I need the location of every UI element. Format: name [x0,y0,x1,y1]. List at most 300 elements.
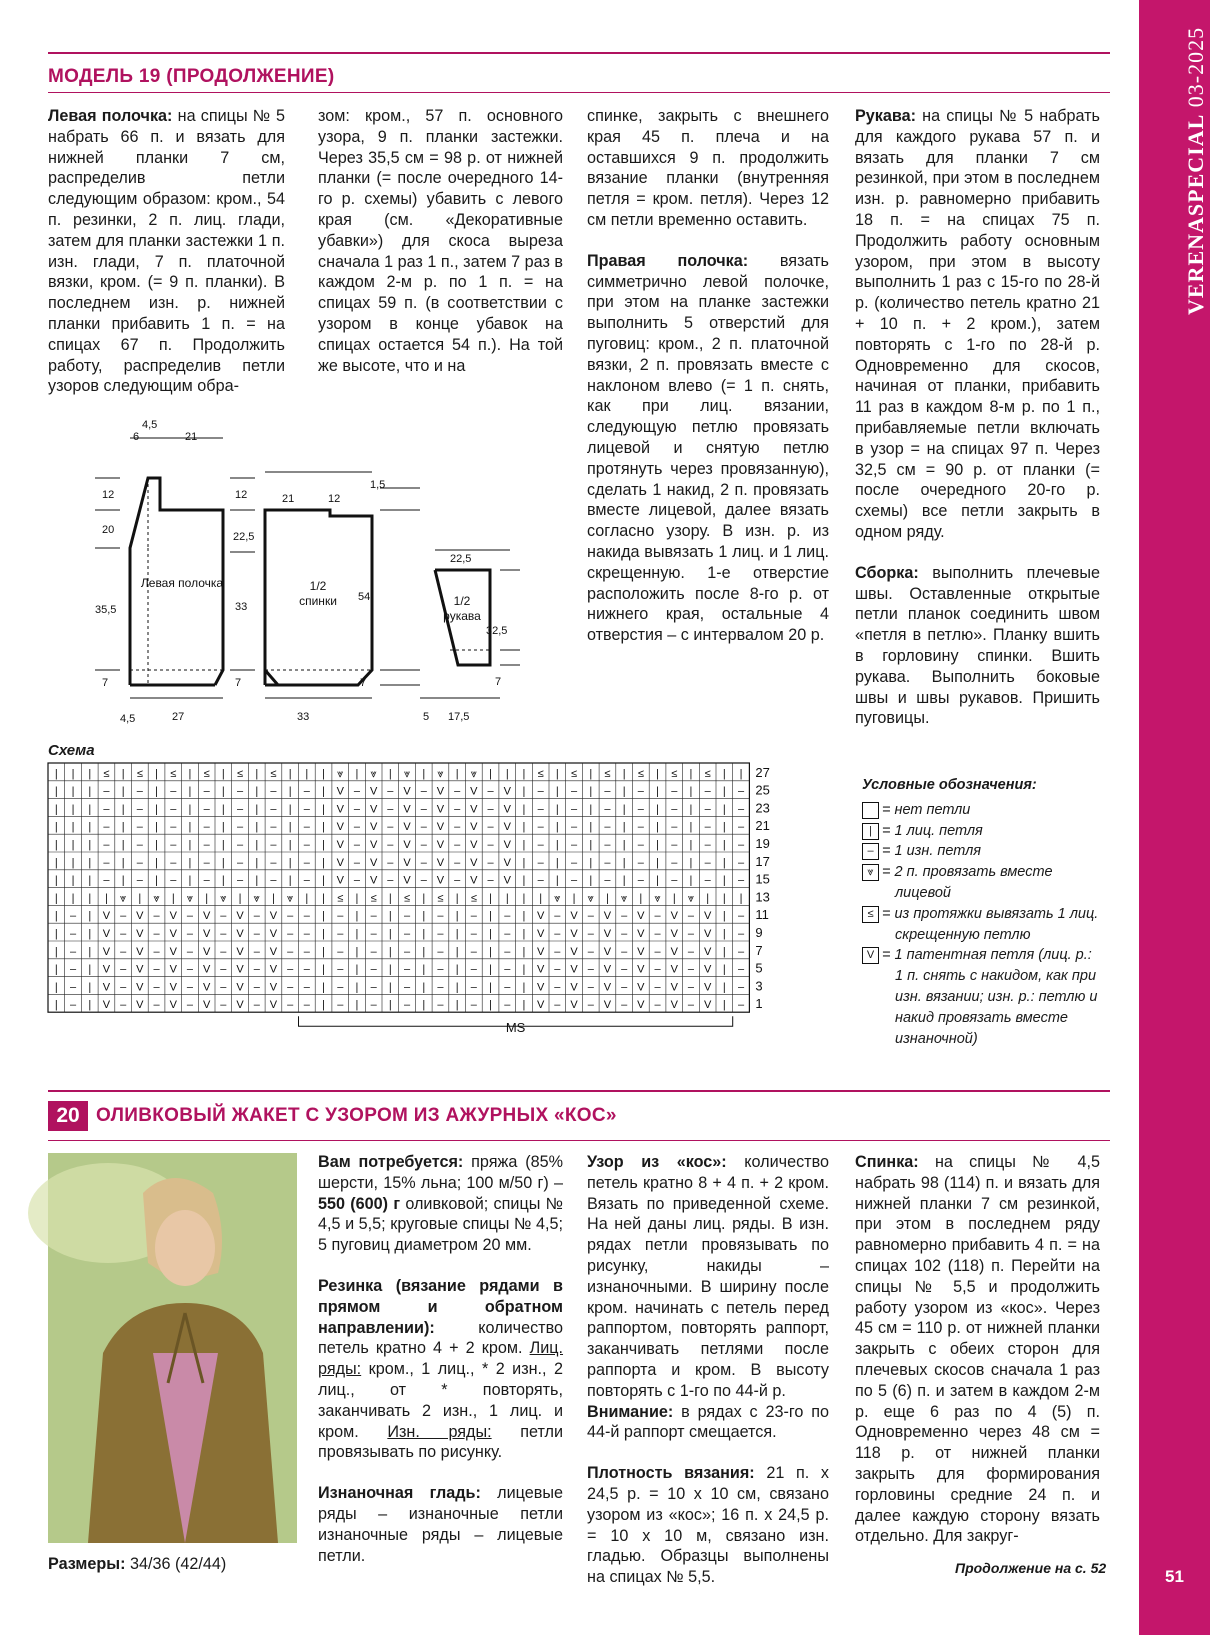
chart-symbol: | [689,803,693,816]
dim-label: 17,5 [448,711,470,723]
chart-symbol: | [555,874,559,887]
chart-symbol: ≤ [404,892,411,905]
chart-symbol: | [522,928,526,940]
legend-heading: Условные обозначения: [862,777,1037,793]
chart-symbol: – [420,785,427,798]
chart-symbol: – [470,963,477,976]
dim-label: 12 [328,493,341,505]
header-rule-bottom [48,92,1110,93]
chart-symbol: – [353,874,361,887]
chart-symbol: | [88,928,92,940]
chart-symbol: V [637,981,645,994]
chart-symbol: – [170,874,177,887]
chart-symbol: ⩔ [554,892,561,905]
chart-symbol: | [522,874,526,887]
chart-symbol: | [322,963,325,976]
chart-symbol: | [489,767,492,780]
chart-symbol: – [170,839,177,851]
chart-symbol: – [153,928,160,940]
chart-symbol: – [287,963,294,976]
chart-symbol: | [422,981,426,994]
chart-symbol: – [604,839,611,851]
chart-symbol: V [570,945,578,958]
sizes: Размеры: 34/36 (42/44) [48,1555,227,1573]
chart-symbol: V [269,910,278,923]
chart-symbol: V [169,945,177,958]
chart-symbol: V [503,803,511,816]
chart-symbol: – [236,821,244,834]
chart-symbol: – [737,928,745,940]
chart-symbol: – [687,963,695,976]
chart-symbol: | [155,785,158,798]
chart-symbol: | [355,892,359,905]
chart-symbol: – [370,945,377,958]
chart-symbol: | [288,803,292,816]
chart-symbol: | [722,839,726,851]
chart-symbol: | [188,839,192,851]
chart-symbol: – [587,945,594,958]
chart-symbol: | [522,981,526,994]
knit-stitch-icon: | [862,823,879,840]
chart-symbol: – [303,910,310,923]
chart-symbol: V [269,928,278,940]
chart-symbol: | [689,821,693,834]
chart-symbol: | [489,945,492,958]
chart-symbol: ⩔ [403,767,411,780]
chart-symbol: – [253,928,260,940]
chart-symbol: | [71,874,75,887]
chart-symbol: V [703,910,712,923]
chart-symbol: | [355,945,359,958]
chart-symbol: – [203,803,210,816]
dim-label: 7 [235,677,242,689]
chart-symbol: – [737,803,745,816]
chart-symbol: – [654,981,661,994]
chart-symbol: | [88,981,92,994]
chart-symbol: – [487,856,494,869]
dim-label: 7 [102,677,109,689]
chart-symbol: | [322,856,325,869]
chart-symbol: | [505,767,509,780]
chart-symbol: | [188,856,192,869]
chart-symbol: – [120,963,127,976]
chart-symbol: – [353,856,361,869]
chart-symbol: – [236,803,244,816]
chart-symbol: – [270,874,277,887]
row-number: 25 [755,782,770,798]
chart-symbol: – [203,839,210,851]
chart-symbol: – [687,981,695,994]
chart-symbol: – [403,928,411,940]
chart-symbol: V [236,928,244,940]
chart-symbol: – [537,839,544,851]
chart-symbol: | [255,803,259,816]
chart-symbol: V [102,910,111,923]
chart-symbol: – [454,856,461,869]
chart-symbol: ⩔ [687,892,695,905]
chart-symbol: V [336,821,344,834]
chart-symbol: V [637,945,645,958]
chart-symbol: | [622,874,626,887]
chart-symbol: | [722,767,726,780]
dim-label: 7 [360,677,367,689]
chart-symbol: ≤ [637,767,644,780]
repeat-label: MS [505,1020,526,1036]
chart-symbol: – [220,963,227,976]
chart-symbol: | [272,892,275,905]
chart-symbol: V [236,945,244,958]
chart-symbol: – [303,928,310,940]
chart-symbol: – [270,803,277,816]
chart-symbol: – [337,981,344,994]
chart-symbol: | [672,892,676,905]
chart-symbol: – [704,803,711,816]
chart-symbol: | [355,999,359,1012]
chart-symbol: – [253,999,260,1012]
chart-symbol: V [536,981,545,994]
chart-symbol: – [403,910,411,923]
chart-symbol: – [337,910,344,923]
chart-symbol: | [422,999,426,1012]
chart-symbol: – [153,999,160,1012]
chart-symbol: – [303,945,310,958]
chart-symbol: | [288,785,292,798]
chart-symbol: V [269,963,278,976]
chart-symbol: | [288,856,292,869]
chart-symbol: – [270,785,277,798]
chart-symbol: | [255,839,259,851]
chart-symbol: | [739,892,743,905]
chart-symbol: – [604,785,611,798]
chart-symbol: – [737,963,745,976]
chart-symbol: | [555,839,559,851]
chart-symbol: – [737,945,745,958]
chart-symbol: – [504,963,511,976]
chart-symbol: | [54,856,58,869]
chart-symbol: V [336,785,344,798]
chart-symbol: | [71,821,75,834]
dim-label: 5 [423,711,430,723]
chart-symbol: | [288,839,292,851]
chart-symbol: | [54,945,58,958]
chart-symbol: | [589,785,593,798]
chart-symbol: | [71,892,75,905]
chart-symbol: | [489,892,492,905]
chart-symbol: – [270,856,277,869]
chart-symbol: | [589,839,593,851]
brand-logo: VERENASPECIAL 03-2025 [1183,26,1208,315]
chart-symbol: – [570,839,578,851]
chart-symbol: | [322,767,325,780]
legend-item: | = 1 лиц. петля [862,821,1098,842]
row-number: 15 [755,871,770,887]
chart-symbol: | [722,874,726,887]
chart-symbol: | [355,963,359,976]
chart-symbol: – [470,945,477,958]
chart-symbol: | [689,839,693,851]
section2-rule-bottom [48,1140,1110,1141]
chart-symbol: | [121,803,125,816]
chart-symbol: | [88,963,92,976]
chart-symbol: | [656,767,659,780]
chart-symbol: – [470,910,477,923]
column-2: зом: кром., 57 п. основного узора, 9 п. планки застежки. Через 35,5 см = 98 р. от нижней планки (= после очередного 14-го р. схемы) убавить с левого края (см. «Декоративные убавки») для скоса выреза сначала 1 раз 1 п., затем 7 раз в каждом 2-м р. по 1 п. = на спицах 59 п. (в соответствии с узором в конце убавок на спицах остается 54 п.). На той же высоте, что и на [318,107,563,375]
chart-symbol: | [739,767,743,780]
chart-symbol: V [169,910,177,923]
chart-symbol: – [687,928,695,940]
chart-symbol: – [587,999,594,1012]
chart-symbol: | [388,928,392,940]
chart-symbol: | [88,821,92,834]
chart-symbol: V [470,785,478,798]
chart-symbol: – [220,981,227,994]
chart-symbol: ≤ [237,767,244,780]
chart-symbol: – [337,963,344,976]
chart-symbol: – [136,856,143,869]
chart-symbol: | [455,963,459,976]
chart-symbol: – [403,963,411,976]
chart-symbol: | [221,839,225,851]
chart-symbol: – [303,963,310,976]
chart-symbol: | [121,767,125,780]
chart-symbol: – [153,910,160,923]
chart-symbol: | [656,874,659,887]
chart-symbol: – [103,856,110,869]
chart-symbol: – [420,856,427,869]
chart-symbol: | [155,803,158,816]
chart-symbol: | [54,981,58,994]
chart-symbol: | [322,892,325,905]
chart-symbol: – [587,981,594,994]
chart-symbol: | [388,963,392,976]
chart-symbol: – [437,963,444,976]
chart-symbol: – [470,928,477,940]
chart-symbol: | [589,856,593,869]
dim-label: 12 [235,489,248,501]
chart-symbol: | [322,945,325,958]
chart-symbol: V [403,821,411,834]
chart-symbol: – [704,856,711,869]
row-number: 1 [755,996,763,1012]
chart-symbol: – [69,910,77,923]
chart-symbol: V [202,910,211,923]
chart-symbol: V [236,981,244,994]
chart-symbol: V [637,999,645,1012]
chart-symbol: | [54,963,58,976]
chart-symbol: | [155,821,158,834]
chart-symbol: – [570,803,578,816]
chart-symbol: V [369,803,378,816]
chart-symbol: – [186,945,194,958]
chart-symbol: | [205,892,209,905]
chart-symbol: V [536,945,545,958]
dim-label: 35,5 [95,604,117,616]
chart-symbol: – [554,910,561,923]
chart-symbol: – [704,874,711,887]
chart-symbol: V [570,999,578,1012]
chart-symbol: | [288,821,292,834]
chart-symbol: – [537,874,544,887]
continued-note: Продолжение на с. 52 [955,1560,1107,1576]
chart-symbol: – [570,785,578,798]
row-number: 13 [755,889,770,905]
chart-symbol: – [136,874,143,887]
dim-label: 7 [495,676,502,688]
chart-symbol: | [722,785,726,798]
chart-symbol: – [671,785,678,798]
row-number: 27 [755,764,770,780]
chart-symbol: V [436,839,445,851]
chart-symbol: | [639,892,643,905]
chart-symbol: V [703,963,712,976]
chart-symbol: – [136,803,143,816]
chart-symbol: – [387,785,394,798]
chart-symbol: | [455,892,459,905]
chart-symbol: V [637,910,645,923]
chart-symbol: – [186,963,194,976]
chart-symbol: – [570,874,578,887]
model-number-badge: 20 [48,1101,88,1131]
chart-symbol: | [522,803,526,816]
chart-symbol: – [637,785,644,798]
chart-symbol: ≤ [170,767,177,780]
chart-symbol: | [288,767,292,780]
chart-symbol: | [722,963,726,976]
dim-label: 21 [282,493,295,505]
chart-symbol: – [621,945,628,958]
chart-symbol: V [470,821,478,834]
chart-symbol: – [654,910,661,923]
dim-label: 1,5 [370,479,386,491]
chart-symbol: V [503,874,511,887]
chart-symbol: – [554,999,561,1012]
chart-symbol: – [587,963,594,976]
chart-symbol: ⩔ [437,767,444,780]
chart-symbol: | [355,981,359,994]
chart-symbol: | [71,785,75,798]
chart-symbol: | [489,963,492,976]
row-number: 5 [755,960,763,976]
chart-symbol: – [103,874,110,887]
chart-symbol: | [422,910,426,923]
chart-symbol: | [71,839,75,851]
chart-symbol: – [504,928,511,940]
chart-symbol: | [71,803,75,816]
chart-symbol: | [656,856,659,869]
chart-symbol: – [487,821,494,834]
back-column: Спинка: на спицы № 4,5 набрать 98 (114) п. и вязать для нижней планки 7 см резинкой, при этом в последнем ряду равномерно прибавить 4 п. = на спицах 102 (118) п. Перейти на спицы № 5,5 и продолжить работу узором из «кос». Через 45 см = 110 р. от нижней планки закрыть с обеих сторон для плечевых скосов сначала 1 раз по 5 (6) п. и затем в каждом 2-м р. еще 6 раз по 4 (5) п. Одновременно через 48 см = 118 р. от нижней планки закрыть для формирования горловины средние 24 п. и далее каждую сторону вязать отдельно. Для закруг- [855,1153,1100,1546]
chart-symbol: – [387,803,394,816]
chart-symbol: – [153,945,160,958]
dim-label: 4,5 [142,419,158,431]
chart-symbol: V [202,928,211,940]
chart-symbol: – [136,839,143,851]
chart-symbol: V [436,785,445,798]
chart-symbol: | [305,892,309,905]
chart-symbol: – [737,856,745,869]
chart-symbol: | [322,839,325,851]
empty-cell-icon [862,802,879,819]
chart-symbol: | [589,874,593,887]
model-photo [48,1153,297,1543]
chart-symbol: | [706,892,710,905]
chart-symbol: – [654,945,661,958]
chart-symbol: – [120,999,127,1012]
chart-symbol: | [255,785,259,798]
chart-symbol: ⩔ [186,892,194,905]
chart-symbol: V [269,981,278,994]
chart-symbol: | [489,999,492,1012]
chart-symbol: V [637,963,645,976]
dim-label: 4,5 [120,713,136,725]
chart-symbol: V [670,910,678,923]
chart-symbol: | [622,785,626,798]
chart-symbol: – [337,928,344,940]
chart-symbol: – [203,785,210,798]
chart-symbol: | [722,945,726,958]
chart-symbol: | [722,892,726,905]
chart-symbol: V [102,963,111,976]
chart-symbol: – [387,839,394,851]
chart-symbol: V [369,839,378,851]
chart-symbol: | [221,767,225,780]
chart-symbol: ≤ [270,767,277,780]
chart-symbol: | [555,785,559,798]
chart-symbol: | [54,785,58,798]
chart-symbol: V [603,981,612,994]
chart-symbol: V [603,999,612,1012]
legend-item: V = 1 патентная петля (лиц. р.: [862,945,1098,966]
dim-label: 32,5 [486,625,508,637]
chart-symbol: V [403,874,411,887]
chart-symbol: | [722,821,726,834]
chart-symbol: V [703,945,712,958]
chart-symbol: – [704,821,711,834]
chart-symbol: – [454,874,461,887]
chart-symbol: – [504,910,511,923]
chart-symbol: – [287,981,294,994]
chart-symbol: – [621,928,628,940]
chart-symbol: | [221,856,225,869]
chart-symbol: – [253,963,260,976]
chart-symbol: | [388,999,392,1012]
magazine-sidebar [1139,0,1210,1635]
dim-label: 22,5 [450,553,472,565]
chart-symbol: | [539,892,543,905]
chart-symbol: | [388,892,392,905]
chart-symbol: | [355,767,359,780]
chart-symbol: V [703,928,712,940]
chart-symbol: | [88,945,92,958]
chart-symbol: | [322,803,325,816]
chart-symbol: V [536,910,545,923]
chart-symbol: – [287,910,294,923]
chart-symbol: – [170,785,177,798]
chart-symbol: – [236,785,244,798]
chart-symbol: ≤ [370,892,377,905]
chart-symbol: | [656,785,659,798]
chart-symbol: – [621,910,628,923]
chart-symbol: V [536,963,545,976]
chart-symbol: | [555,767,559,780]
chart-symbol: V [403,856,411,869]
brioche-stitch-icon: V [862,947,879,964]
chart-symbol: – [487,785,494,798]
chart-symbol: – [69,963,77,976]
chart-symbol: V [136,910,144,923]
chart-symbol: ≤ [470,892,477,905]
chart-symbol: – [621,981,628,994]
